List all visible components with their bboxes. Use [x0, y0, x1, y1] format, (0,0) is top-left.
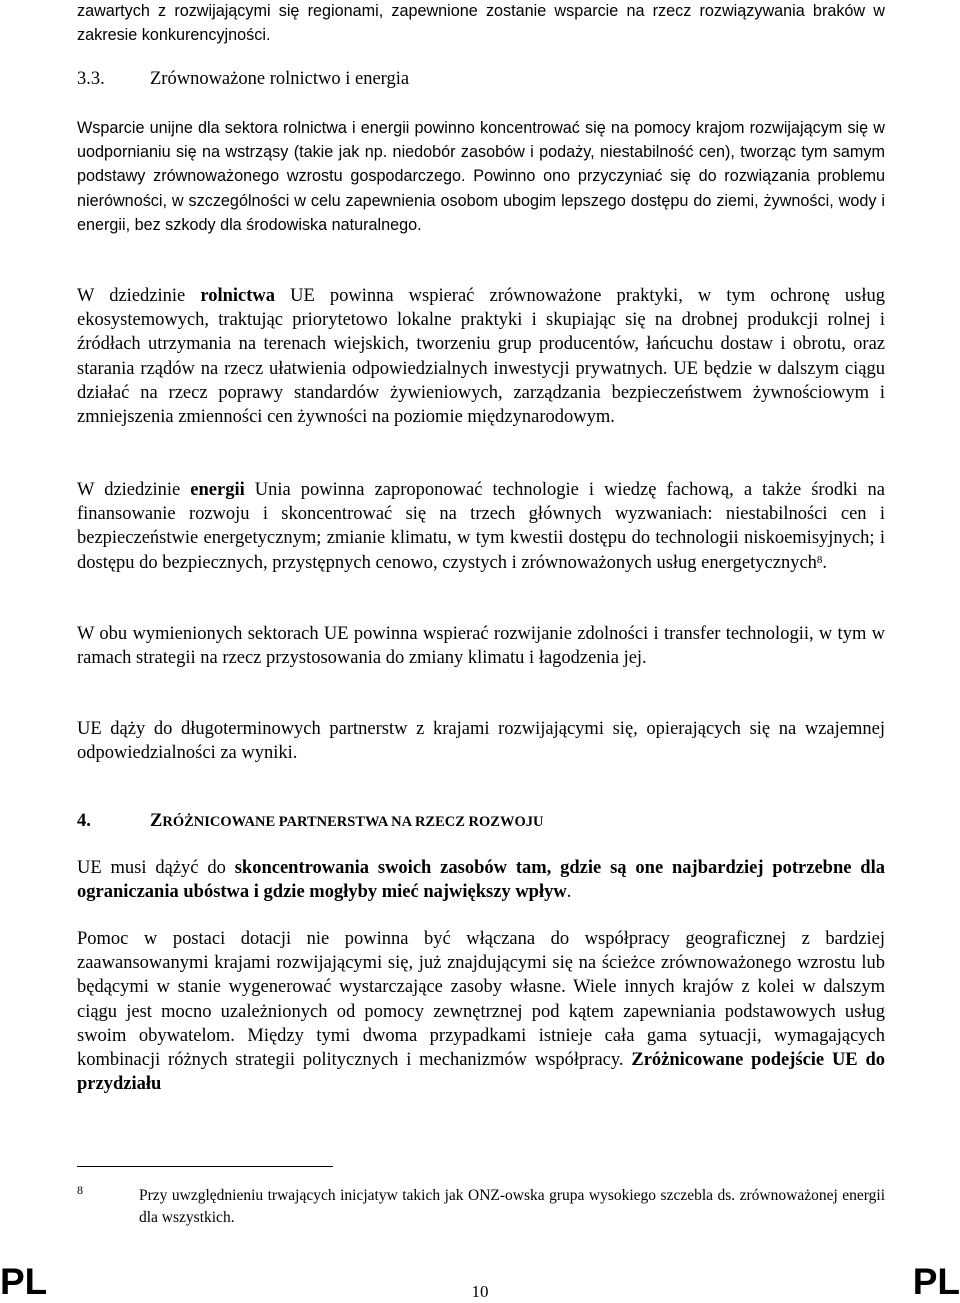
text-run: W dziedzinie	[77, 286, 201, 306]
language-code-left: PL	[0, 1261, 48, 1302]
bold-term: rolnictwa	[200, 286, 276, 306]
paragraph-partnership: UE dąży do długoterminowych partnerstw z krajami rozwijającymi się, opierających się na wzajemnej odpowiedzialności za wyniki.	[77, 719, 885, 764]
section-heading-3-3	[77, 67, 885, 91]
page-number: 10	[471, 1282, 489, 1301]
bold-text: Zróżnicowane podejście UE do przydziału	[77, 1050, 885, 1095]
paragraph-focus	[77, 856, 885, 904]
bold-text: skoncentrowania swoich zasobów tam, gdzie są one najbardziej potrzebne dla ograniczania ubóstwa i gdzie mogłyby mieć największy wpływ	[77, 858, 885, 903]
text-run: W dziedzinie	[77, 480, 191, 500]
paragraph-support: Wsparcie unijne dla sektora rolnictwa i energii powinno koncentrować się na pomocy krajom rozwijającym się w uodpornianiu się na wstrząsy (takie jak np. niedobór zasobów i podaży, niestabilność cen), tworząc tym samym podstawy zrównoważonego wzrostu gospodarczego. Powinno ono przyczyniać się do rozwiązania problemu nierówności, w szczególności w celu zapewnienia osobom ubogim lepszego dostępu do ziemi, żywności, wody i energii, bez szkody dla środowiska naturalnego.	[77, 119, 885, 234]
top-fragment: zawartych z rozwijającymi się regionami, zapewnione zostanie wsparcie na rzecz rozwiązywania braków w zakresie konkurencyjności.	[77, 2, 885, 45]
paragraph-energy	[77, 478, 885, 575]
paragraph-both-sectors: W obu wymienionych sektorach UE powinna wspierać rozwijanie zdolności i transfer technologii, w tym w ramach strategii na rzecz przystosowania do zmiany klimatu i łagodzenia jej.	[77, 624, 885, 669]
section-title-initial: Z	[150, 811, 163, 831]
text-run: .	[566, 882, 572, 903]
section-title-rest: RÓŻNICOWANE PARTNERSTWA NA RZECZ ROZWOJU	[162, 814, 544, 830]
text-run: .	[822, 552, 828, 573]
text-run: UE powinna wspierać zrównoważone praktyki, w tym ochronę usług ekosystemowych, traktując priorytetowo lokalne praktyki i skupiając się na drobnej produkcji rolnej i źródłach utrzymania na terenach wiejskich, tworzeniu grup producentów, łańcuchu dostaw i obrotu, oraz starania rządów na rzecz ułatwienia odpowiedzialnych inwestycji prywatnych. UE będzie w dalszym ciągu działać na rzecz poprawy standardów żywieniowych, zarządzania bezpieczeństwem żywnościowym i zmniejszenia zmienności cen żywności na poziomie międzynarodowym.	[77, 286, 885, 428]
text-run: Unia powinna zaproponować technologie i wiedzę fachową, a także środki na finansowanie rozwoju i skoncentrować się na trzech głównych wyzwaniach: niestabilności cen i bezpieczeństwie energetycznym; zmianie klimatu, w tym kwestii dostępu do technologii niskoemisyjnych; i dostępu do bezpiecznych, przystępnych cenowo, czystych i zrównoważonych usług energetycznych	[77, 480, 885, 573]
section-number: 3.3.	[77, 69, 105, 89]
section-heading-4	[77, 811, 885, 832]
text-run: Pomoc w postaci dotacji nie powinna być włączana do współpracy geograficznej z bardziej zaawansowanymi krajami rozwijającymi się, już znajdującymi się na ścieżce zrównoważonego wzrostu lub będącymi w stanie wygenerować wystarczające zasoby własne. Wiele innych krajów z kolei w dalszym ciągu jest mocno uzależnionych od pomocy zewnętrznej pod kątem zapewniania podstawowych usług swoim obywatelom. Między tymi dwoma przypadkami istnieje cała gama sytuacji, wymagających kombinacji różnych strategii politycznych i mechanizmów współpracy.	[77, 929, 885, 1071]
footnote-number: 8	[77, 1183, 83, 1197]
language-code-right: PL	[912, 1261, 960, 1302]
paragraph-agriculture	[77, 284, 885, 429]
section-number: 4.	[77, 811, 91, 831]
footnote-text: Przy uwzględnieniu trwających inicjatyw takich jak ONZ-owska grupa wysokiego szczebla ds. zrównoważonej energii dla wszystkich.	[139, 1187, 885, 1226]
text-run: UE musi dążyć do	[77, 858, 235, 878]
paragraph-aid	[77, 927, 885, 1096]
footnote-ref[interactable]: 8	[816, 553, 823, 566]
footnote-separator	[77, 1166, 333, 1167]
bold-term: energii	[190, 480, 245, 500]
section-title: Zrównoważone rolnictwo i energia	[150, 69, 410, 89]
